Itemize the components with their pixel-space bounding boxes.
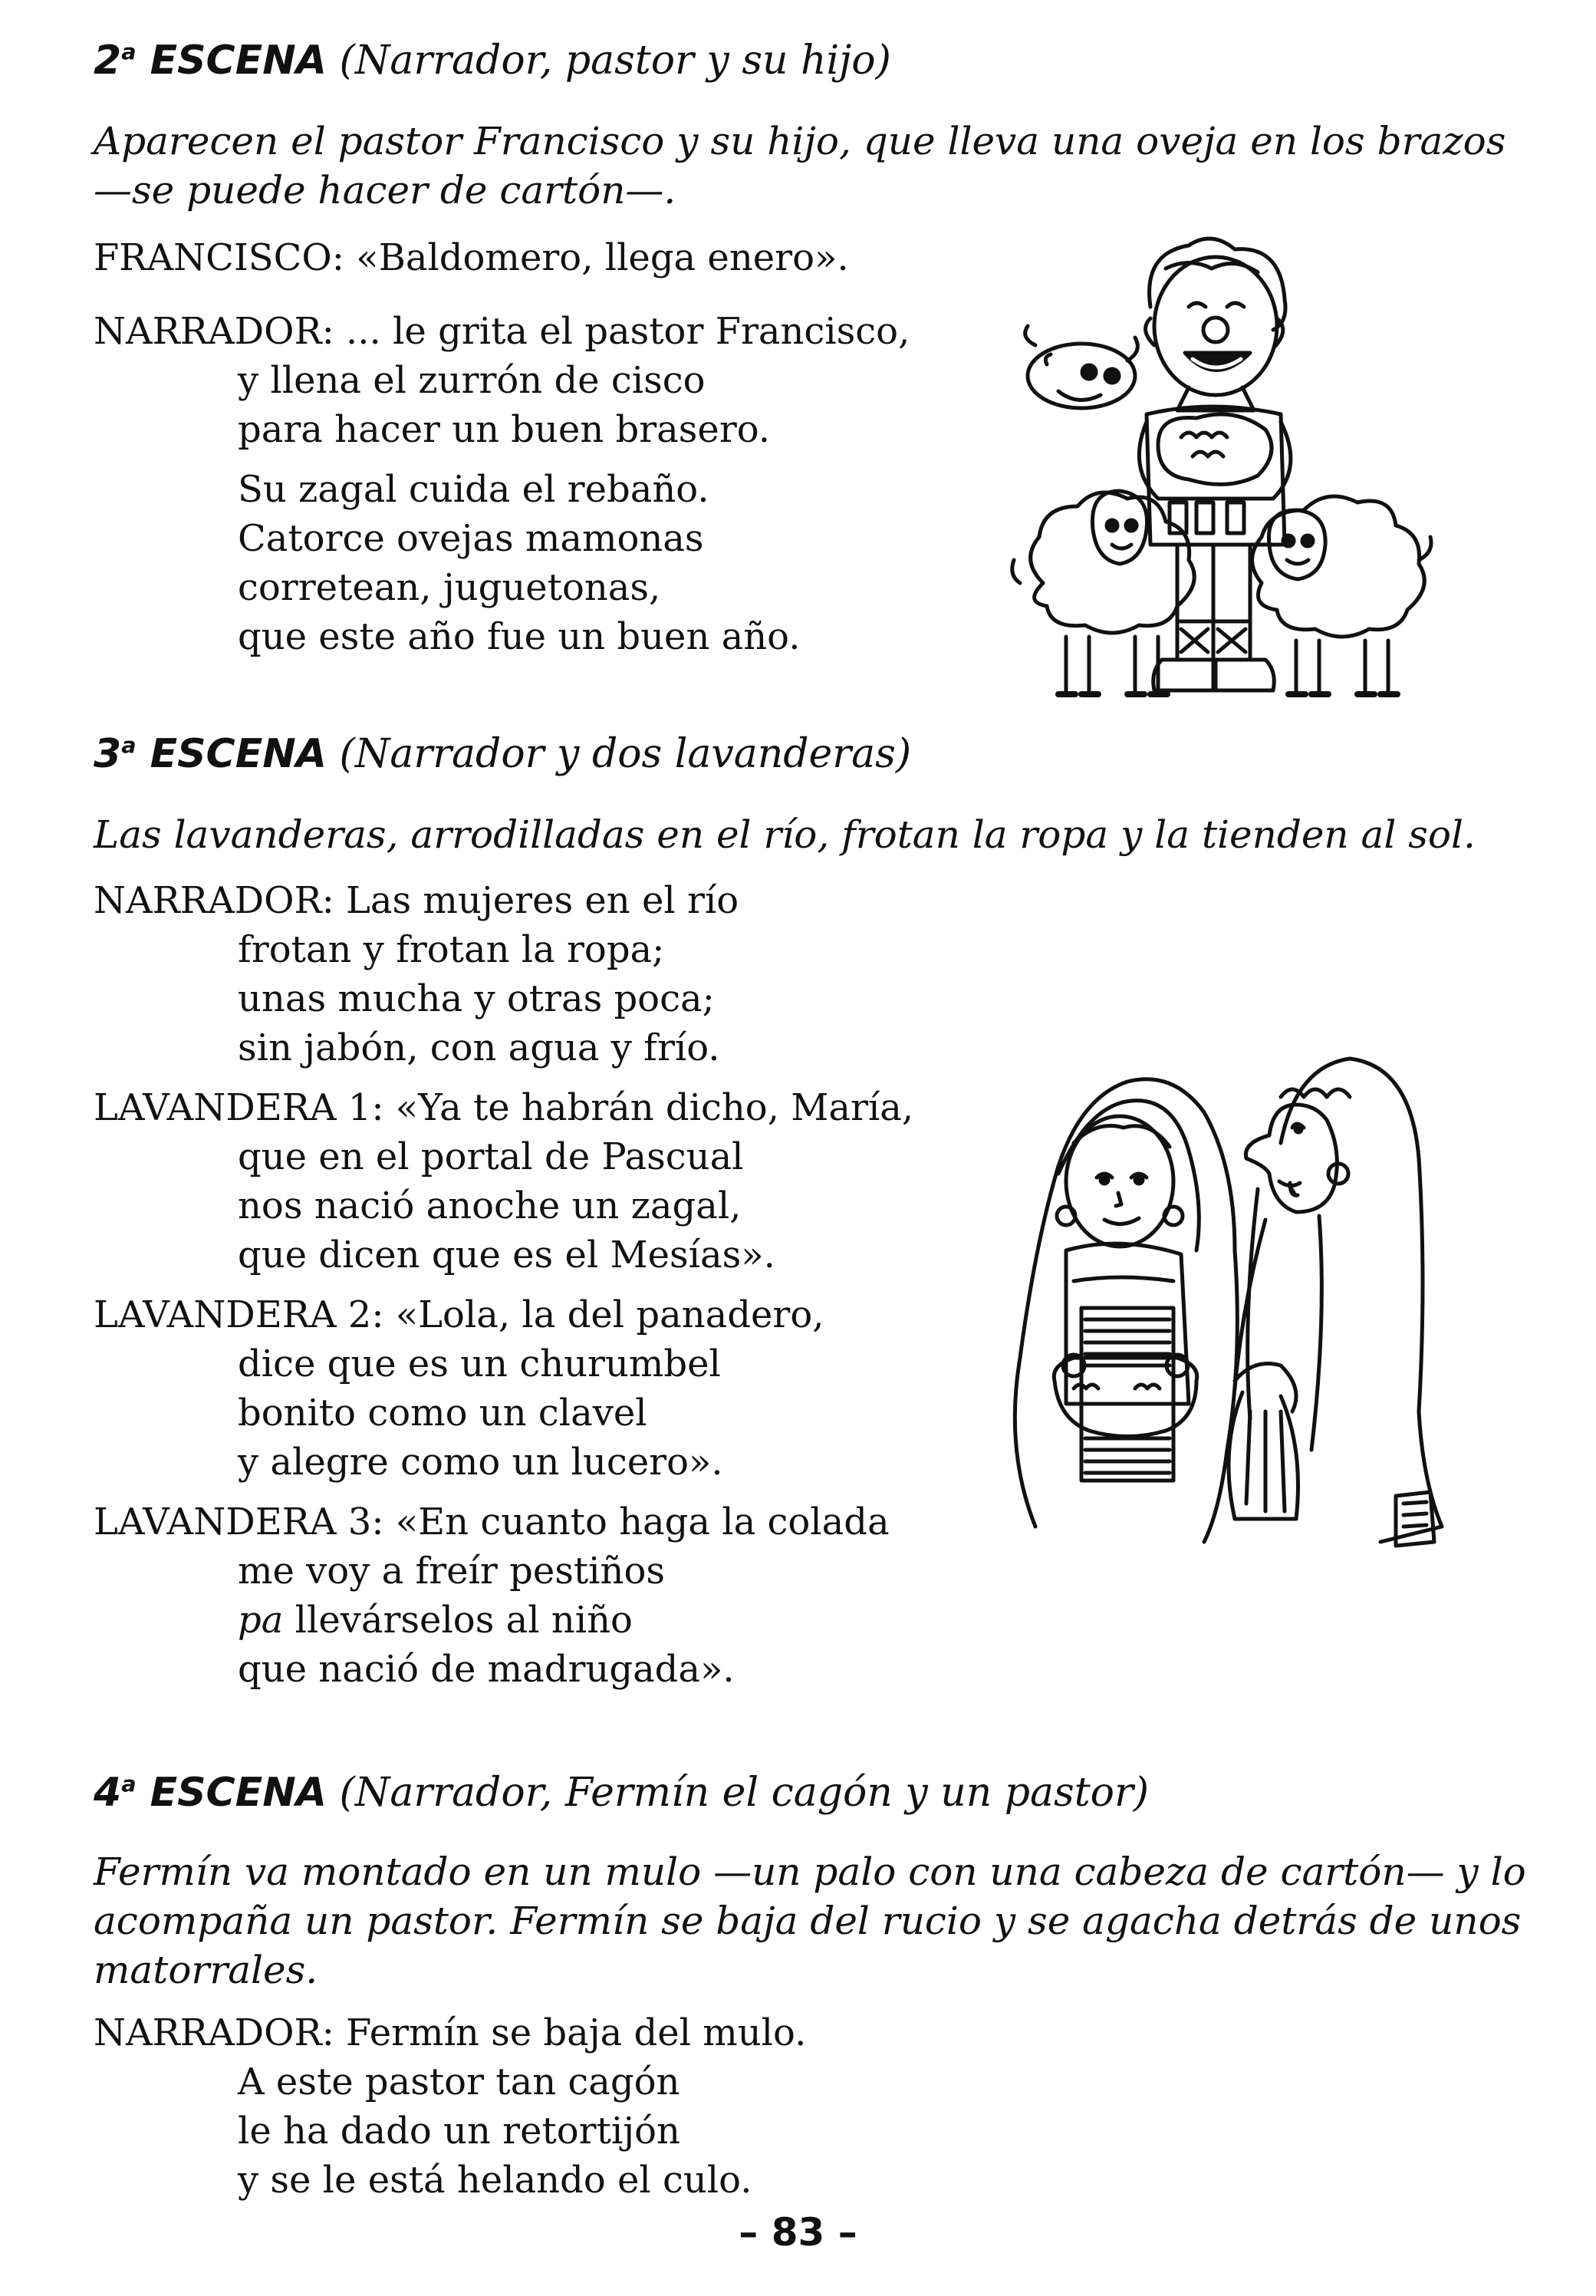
shepherd-boy-with-sheep-icon: [1005, 222, 1434, 759]
speech-line: sin jabón, con agua y frío.: [238, 1026, 720, 1069]
speech-line: Las mujeres en el río: [334, 879, 739, 922]
speech-line: «En cuanto haga la colada: [383, 1500, 890, 1543]
scene-2-narrador-speech: [94, 307, 910, 661]
scene-3-number: 3$^a$ ESCENA: [94, 731, 327, 777]
scene-3-cast: (Narrador y dos lavanderas): [327, 731, 912, 777]
speaker-lavandera-2: LAVANDERA 2:: [94, 1293, 384, 1336]
scene-3-lavandera-1-speech: [94, 1083, 913, 1280]
speech-line: ... le grita el pastor Francisco,: [334, 310, 910, 353]
scene-2-cast: (Narrador, pastor y su hijo): [327, 38, 891, 84]
scene-2-francisco-speech: [94, 233, 849, 282]
speech-italic-word: pa: [238, 1599, 284, 1642]
speech-line: que este año fue un buen año.: [238, 615, 801, 658]
scene-4-cast: (Narrador, Fermín el cagón y un pastor): [327, 1770, 1150, 1816]
speech-line: Fermín se baja del mulo.: [334, 2011, 807, 2054]
speech-line: «Baldomero, llega enero».: [344, 236, 849, 279]
speech-line: le ha dado un retortijón: [238, 2110, 680, 2153]
speaker-narrador: NARRADOR:: [94, 879, 334, 922]
scene-4-narrador-speech: [94, 2008, 806, 2205]
speaker-lavandera-3: LAVANDERA 3:: [94, 1500, 384, 1543]
speech-line: «Lola, la del panadero,: [383, 1293, 824, 1336]
speech-line: que en el portal de Pascual: [238, 1135, 744, 1178]
scene-3-stage-direction: Las lavanderas, arrodilladas en el río, frotan la ropa y la tienden al sol.: [94, 812, 1476, 857]
speech-line: bonito como un clavel: [238, 1392, 647, 1435]
speaker-narrador: NARRADOR:: [94, 2011, 334, 2054]
scene-3-lavandera-2-speech: [94, 1290, 824, 1487]
speech-line: «Ya te habrán dicho, María,: [383, 1086, 914, 1129]
scene-2-number: 2$^a$ ESCENA: [94, 38, 327, 84]
speech-line: y se le está helando el culo.: [238, 2159, 752, 2202]
speech-line: y alegre como un lucero».: [238, 1441, 723, 1484]
speech-line: que nació de madrugada».: [238, 1648, 735, 1691]
speech-line: frotan y frotan la ropa;: [238, 928, 665, 971]
speech-line: para hacer un buen brasero.: [238, 408, 771, 451]
speech-line: dice que es un churumbel: [238, 1342, 721, 1385]
scene-4-heading: [94, 1769, 1149, 1817]
scene-4-number: 4$^a$ ESCENA: [94, 1770, 327, 1816]
speech-line: Su zagal cuida el rebaño.: [238, 468, 709, 511]
scene-2-stage-direction: Aparecen el pastor Francisco y su hijo, que lleva una oveja en los brazos —se puede hacer de cartón—.: [94, 119, 1506, 212]
speech-line: y llena el zurrón de cisco: [238, 359, 706, 402]
speech-line: pa llevárselos al niño: [238, 1599, 633, 1642]
two-washerwomen-icon: [989, 1051, 1450, 1550]
speaker-francisco: FRANCISCO:: [94, 236, 344, 279]
page-number: – 83 –: [739, 2210, 857, 2255]
speaker-lavandera-1: LAVANDERA 1:: [94, 1086, 384, 1129]
scene-3-heading: [94, 730, 911, 778]
speech-line: nos nació anoche un zagal,: [238, 1184, 742, 1227]
speaker-narrador: NARRADOR:: [94, 310, 334, 353]
speech-line: unas mucha y otras poca;: [238, 977, 715, 1020]
speech-line: Catorce ovejas mamonas: [238, 517, 704, 560]
speech-line: me voy a freír pestiños: [238, 1550, 665, 1593]
scene-3-lavandera-3-speech: [94, 1497, 890, 1694]
scene-2-heading: [94, 37, 891, 84]
speech-line: que dicen que es el Mesías».: [238, 1234, 775, 1276]
speech-line: corretean, juguetonas,: [238, 566, 661, 609]
speech-line: A este pastor tan cagón: [238, 2060, 680, 2103]
scene-3-narrador-speech: [94, 876, 739, 1072]
scene-4-stage-direction: Fermín va montado en un mulo —un palo con una cabeza de cartón— y lo acompaña un pastor. Fermín se baja del rucio y se agacha detrás de unos matorrales.: [94, 1850, 1526, 1992]
